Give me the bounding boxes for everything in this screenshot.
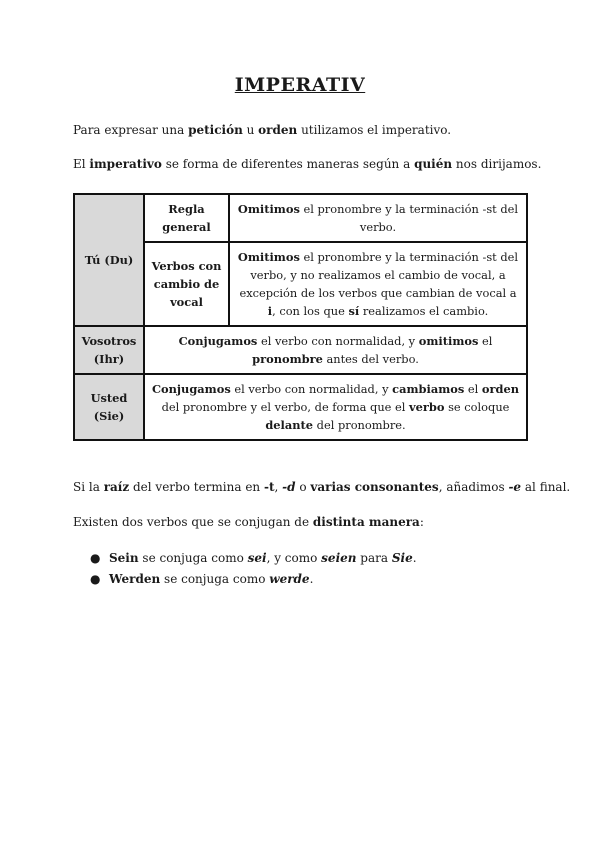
list-item: ● Sein se conjuga como sei, y como seien para Sie. — [73, 548, 417, 569]
bullet-icon: ● — [90, 551, 101, 565]
row-header-ihr: Vosotros (Ihr) — [74, 326, 144, 374]
bullet-icon: ● — [90, 572, 101, 586]
cell-sie: Conjugamos el verbo con normalidad, y cambiamos el orden del pronombre y el verbo, de forma que el verbo se coloque delante del pronombre. — [144, 374, 527, 440]
cell-ihr: Conjugamos el verbo con normalidad, y omitimos el pronombre antes del verbo. — [144, 326, 527, 374]
cell-regla: Omitimos el pronombre y la terminación -st del verbo. — [229, 194, 527, 242]
row-header-du: Tú (Du) — [74, 194, 144, 326]
page-title: IMPERATIV — [234, 74, 366, 96]
sub-header-regla: Regla general — [144, 194, 229, 242]
sub-header-cambio: Verbos con cambio de vocal — [144, 242, 229, 326]
row-header-sie: Usted (Sie) — [74, 374, 144, 440]
intro-paragraph: Para expresar una petición u orden utilizamos el imperativo. — [73, 123, 452, 137]
formation-paragraph: El imperativo se forma de diferentes maneras según a quién nos dirijamos. — [73, 157, 542, 171]
imperative-table — [73, 193, 528, 441]
cell-cambio: Omitimos el pronombre y la terminación -st del verbo, y no realizamos el cambio de vocal, a excepción de los verbos que cambian de vocal a i, con los que sí realizamos el cambio. — [229, 242, 527, 326]
list-item: ● Werden se conjuga como werde. — [73, 569, 417, 590]
irregular-paragraph: Existen dos verbos que se conjugan de distinta manera: — [73, 515, 424, 529]
irregular-verbs-list — [73, 548, 417, 590]
root-rule-paragraph: Si la raíz del verbo termina en -t, -d o varias consonantes, añadimos -e al final. — [73, 480, 571, 494]
